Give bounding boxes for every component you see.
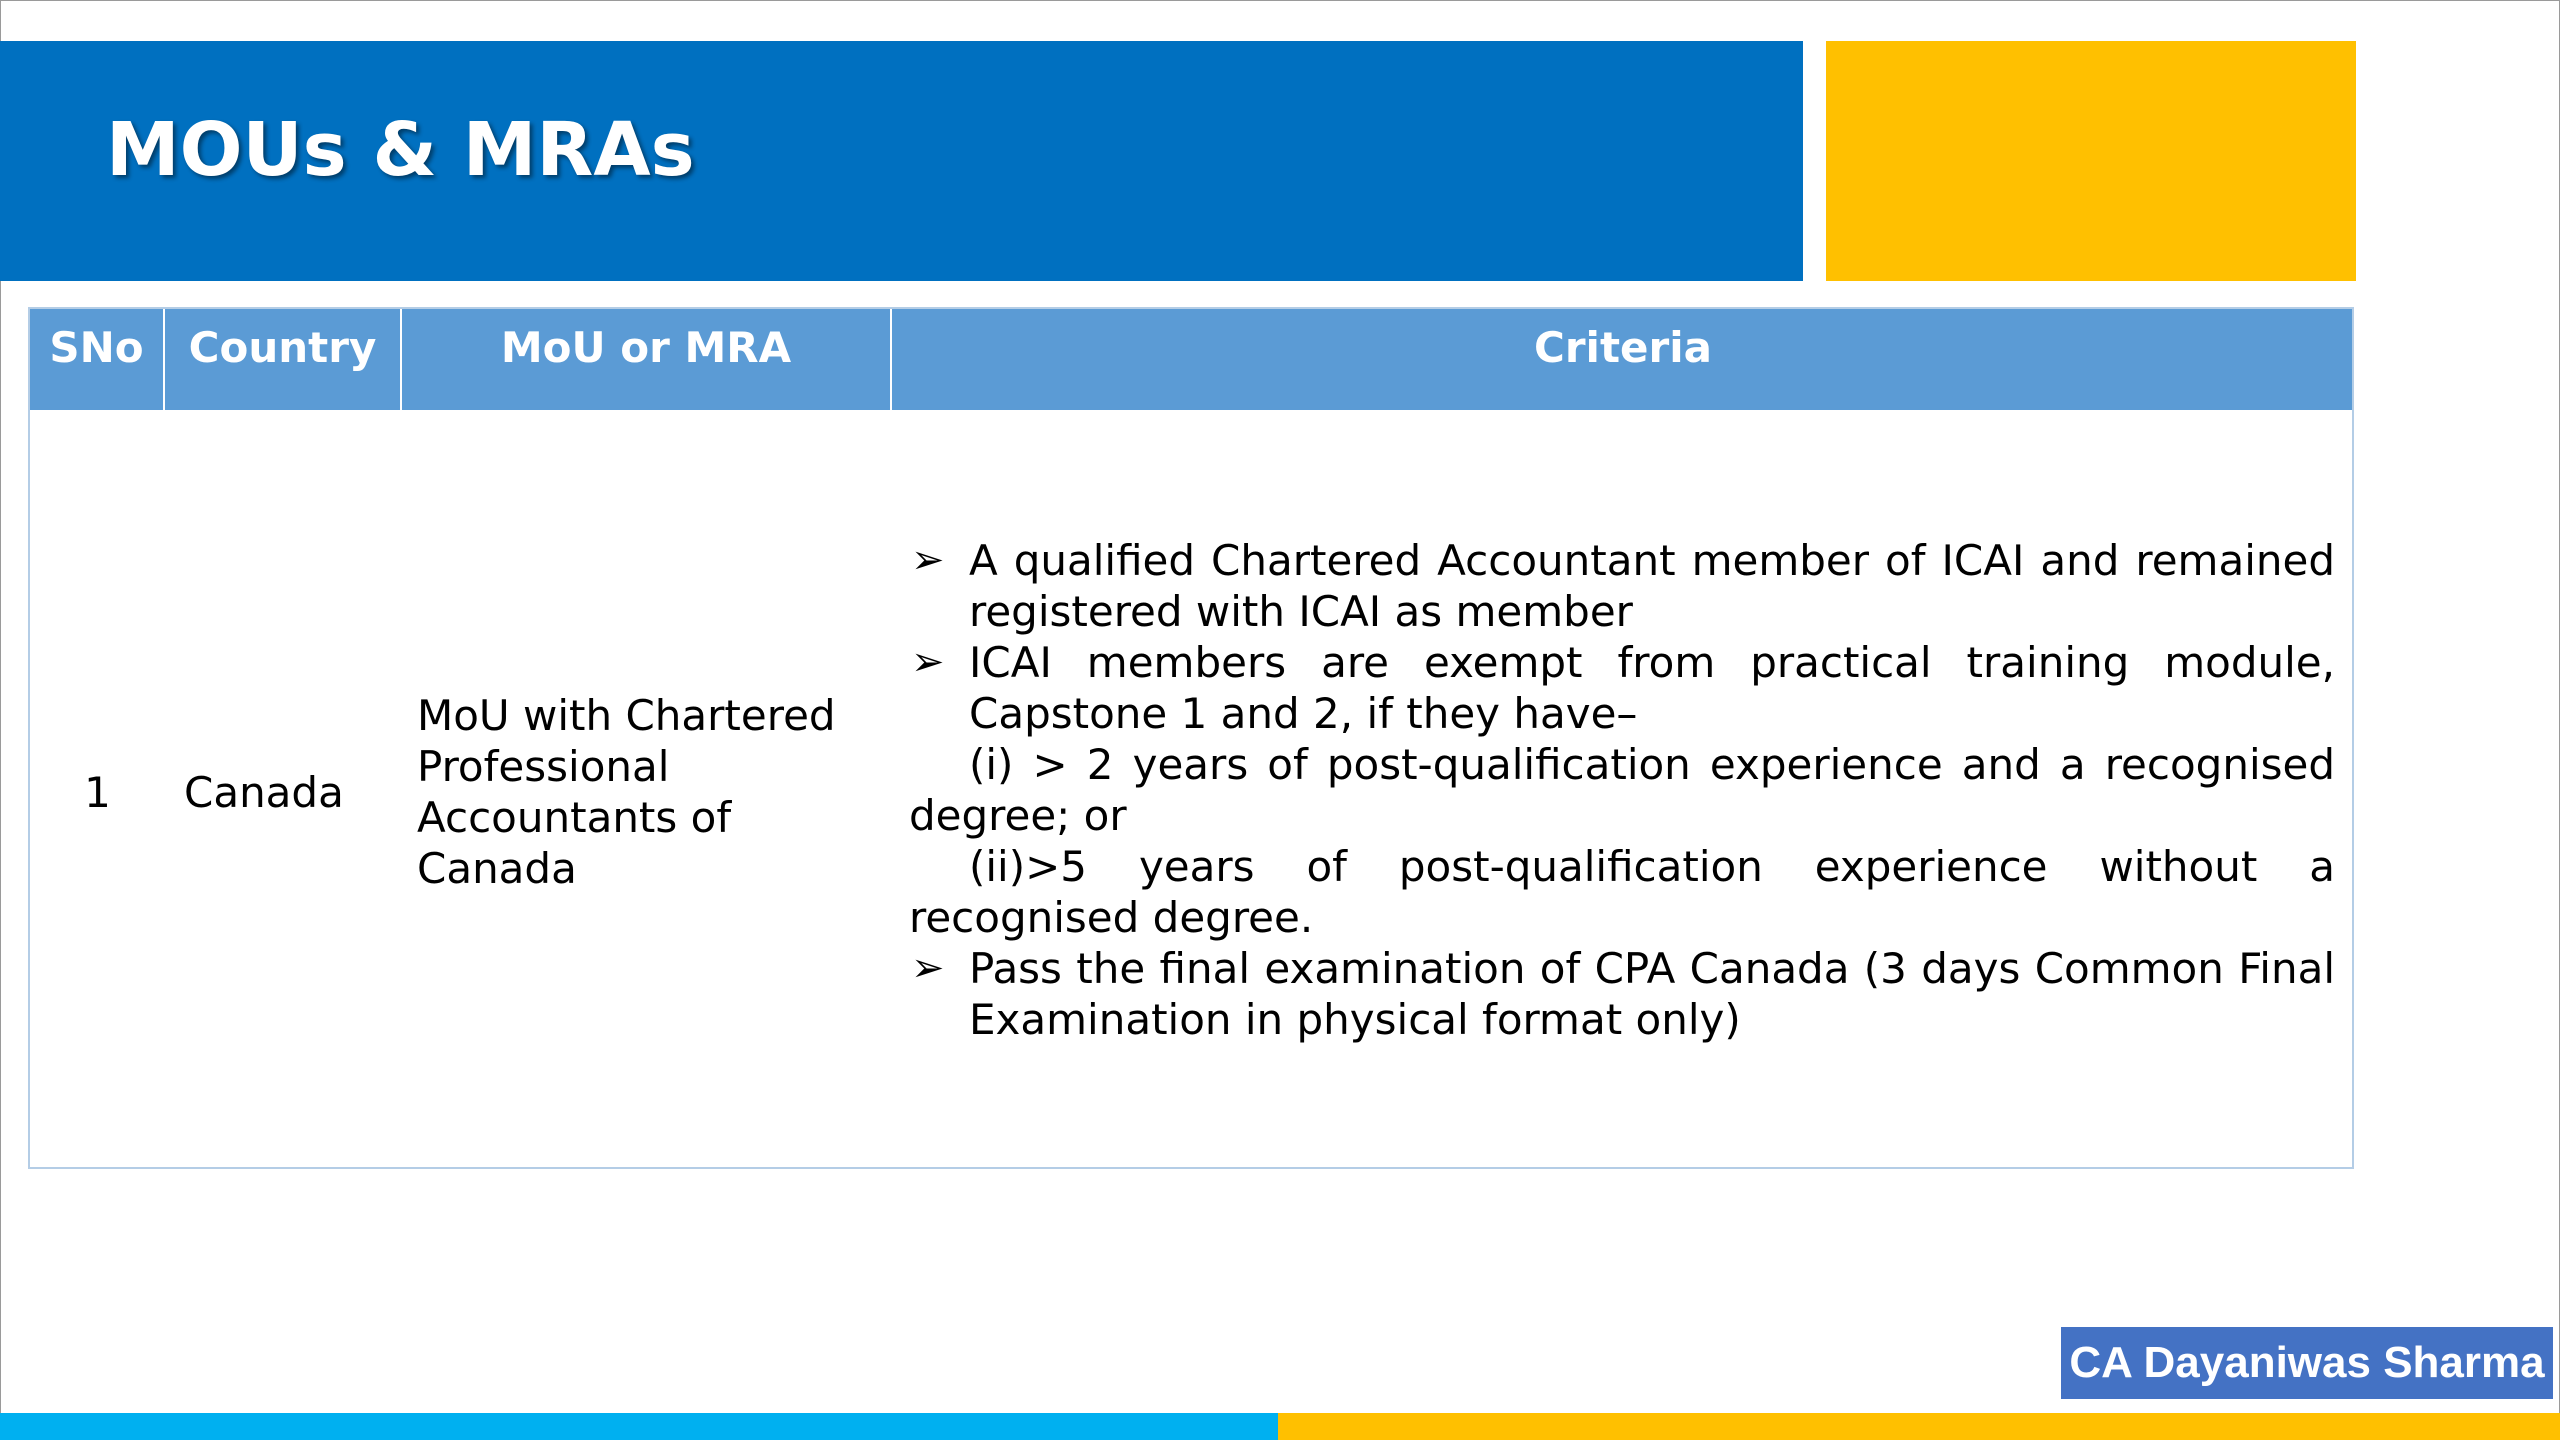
header-country: Country: [165, 309, 402, 410]
cell-mou: MoU with Chartered Professional Accountants of Canada: [417, 691, 836, 893]
criteria-bullet-1: [909, 535, 2335, 637]
arrow-bullet-icon: ➢: [911, 639, 945, 685]
criteria-sub-item-2: (ii)>5 years of post-qualification experience without a recognised degree.: [909, 842, 2335, 942]
author-badge: CA Dayaniwas Sharma: [2061, 1327, 2553, 1399]
criteria-bullet-text: A qualified Chartered Accountant member of ICAI and remained registered with ICAI as member: [969, 536, 2335, 636]
arrow-bullet-icon: ➢: [911, 537, 945, 583]
slide-title: MOUs & MRAs: [106, 107, 695, 193]
cell-criteria: [909, 535, 2335, 1045]
mou-table: [28, 307, 2354, 1169]
cell-sno: 1: [84, 768, 111, 817]
header-sno: SNo: [30, 309, 165, 410]
criteria-bullet-3: [909, 943, 2335, 1045]
cell-country: Canada: [184, 768, 344, 817]
criteria-bullet-text: ICAI members are exempt from practical training module, Capstone 1 and 2, if they have–: [969, 638, 2335, 738]
criteria-bullet-2: [909, 637, 2335, 739]
bottom-bar-left: [0, 1413, 1278, 1440]
bottom-bar-right: [1278, 1413, 2560, 1440]
criteria-bullet-text: Pass the final examination of CPA Canada (3 days Common Final Examination in physical format only): [969, 944, 2335, 1044]
header-mou-or-mra: MoU or MRA: [402, 309, 892, 410]
table-header-row: [30, 309, 2352, 410]
arrow-bullet-icon: ➢: [911, 945, 945, 991]
accent-block: [1826, 41, 2356, 281]
header-criteria: Criteria: [1534, 323, 1712, 372]
criteria-sub-item-1: (i) > 2 years of post-qualification experience and a recognised degree; or: [909, 740, 2335, 840]
